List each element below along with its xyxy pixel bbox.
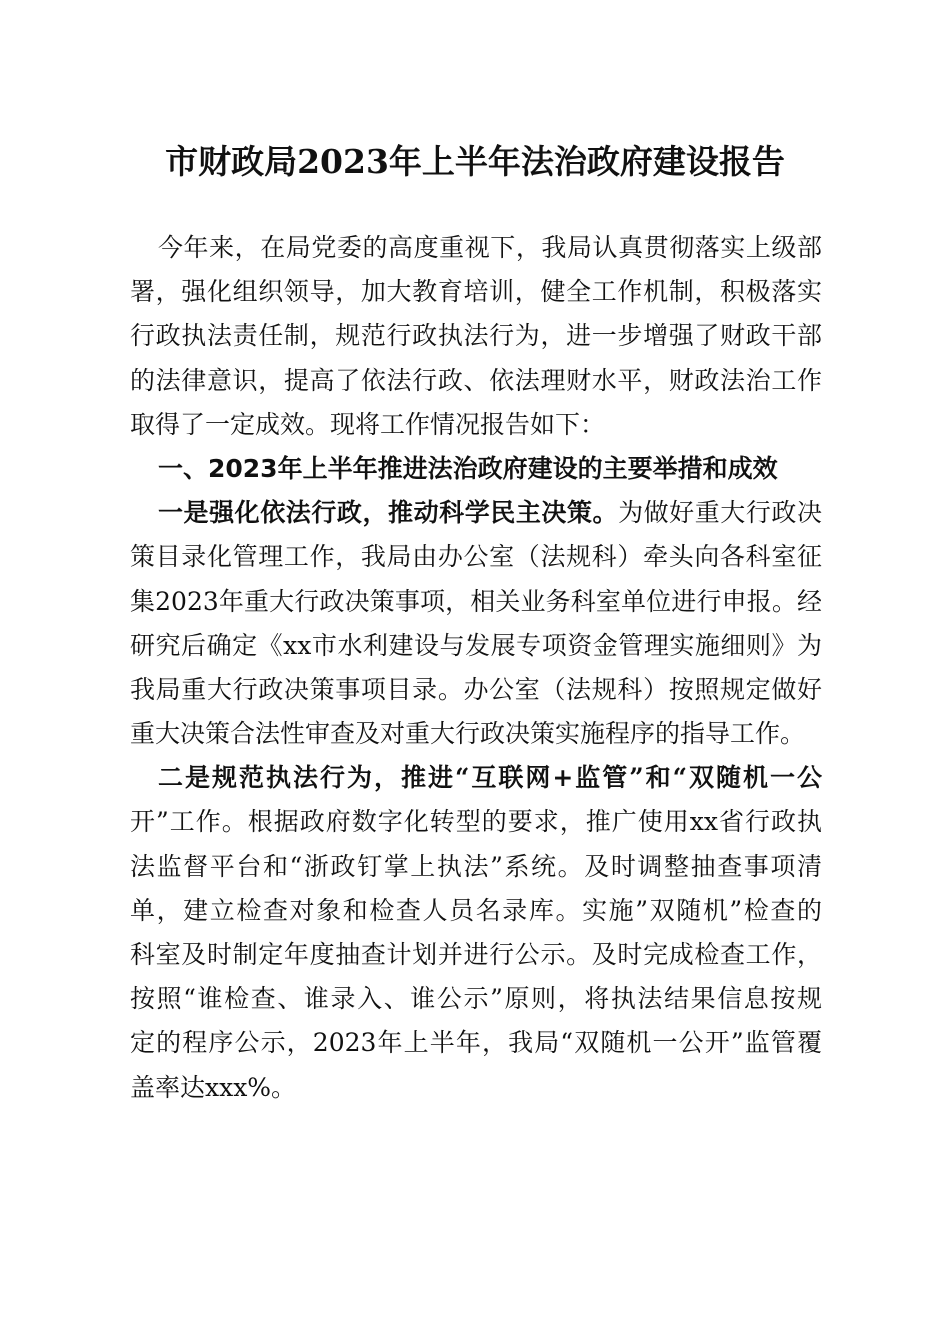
text-line: 行政执法责任制，规范行政执法行为，进一步增强了财政干部 [130, 321, 822, 351]
text-line: 取得了一定成效。现将工作情况报告如下： [130, 409, 606, 439]
text-line: 重大决策合法性审查及对重大行政决策实施程序的指导工作。 [130, 719, 806, 749]
text-line: 法监督平台和“浙政钉掌上执法”系统。及时调整抽查事项清 [130, 851, 822, 881]
text-line [130, 491, 822, 535]
text-fragment: 为做好重大行政决 [618, 498, 822, 528]
text-line: 开”工作。根据政府数字化转型的要求，推广使用xx省行政执 [130, 807, 822, 837]
text-line: 的法律意识，提高了依法行政、依法理财水平，财政法治工作 [130, 365, 822, 395]
text-line: 今年来，在局党委的高度重视下，我局认真贯彻落实上级部 [158, 233, 822, 262]
text-line: 按照“谁检查、谁录入、谁公示”原则，将执法结果信息按规 [130, 984, 822, 1014]
document-body [130, 226, 822, 1110]
text-line: 署，强化组织领导，加大教育培训，健全工作机制，积极落实 [130, 277, 822, 307]
measure-paragraph-1 [130, 491, 822, 756]
document-title: 市财政局2023年上半年法治政府建设报告 [165, 142, 785, 181]
paragraph-lead: 一是强化依法行政，推动科学民主决策。 [158, 498, 619, 528]
section-heading: 一、2023年上半年推进法治政府建设的主要举措和成效 [158, 453, 778, 483]
measure-paragraph-2 [130, 756, 822, 1110]
text-line: 研究后确定《xx市水利建设与发展专项资金管理实施细则》为 [130, 630, 822, 660]
text-line: 盖率达xxx%。 [130, 1072, 297, 1102]
intro-paragraph [130, 226, 822, 447]
text-line: 定的程序公示，2023年上半年，我局“双随机一公开”监管覆 [130, 1028, 822, 1058]
text-line: 策目录化管理工作，我局由办公室（法规科）牵头向各科室征 [130, 542, 822, 572]
paragraph-lead: 二是规范执法行为，推进“互联网+监管”和“双随机一公 [158, 763, 822, 793]
text-line: 科室及时制定年度抽查计划并进行公示。及时完成检查工作， [130, 940, 822, 969]
text-line: 我局重大行政决策事项目录。办公室（法规科）按照规定做好 [130, 674, 822, 704]
text-line: 单，建立检查对象和检查人员名录库。实施”双随机”检查的 [130, 895, 822, 925]
text-line: 集2023年重大行政决策事项，相关业务科室单位进行申报。经 [130, 586, 822, 616]
